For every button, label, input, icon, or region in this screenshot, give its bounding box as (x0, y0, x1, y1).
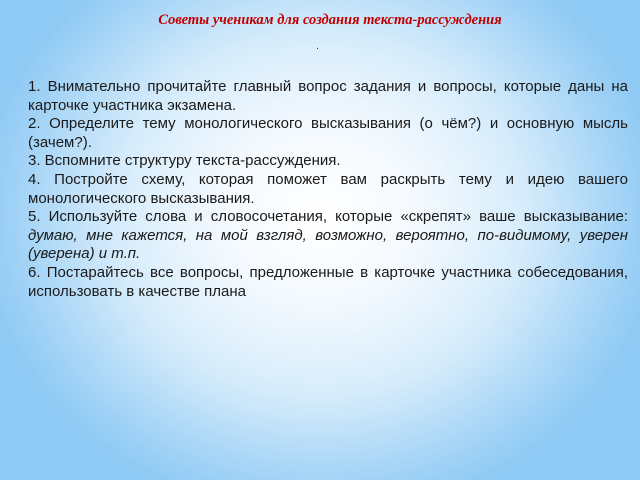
slide-title: Советы ученикам для создания текста-рассуждения (158, 12, 502, 28)
tip-5-text: 5. Используйте слова и словосочетания, которые «скрепят» ваше высказывание: (28, 208, 628, 226)
tip-6: 6. Постарайтесь все вопросы, предложенные в карточке участника собеседования, использовать в качестве плана (28, 263, 628, 300)
tip-2: 2. Определите тему монологического высказывания (о чём?) и основную мысль (зачем?). (28, 115, 628, 151)
tip-1: 1. Внимательно прочитайте главный вопрос задания и вопросы, которые даны на карточке участника экзамена. (28, 78, 628, 114)
tip-5 (28, 208, 628, 264)
tips-list (28, 78, 628, 301)
tip-3: 3. Вспомните структуру текста-рассуждения. (28, 152, 341, 170)
tip-4: 4. Постройте схему, которая поможет вам раскрыть тему и идею вашего монологического высказывания. (28, 170, 628, 207)
separator-dot: . (316, 40, 320, 52)
tip-5-examples: думаю, мне кажется, на мой взгляд, возможно, вероятно, по-видимому, уверен (уверена) и т.п. (28, 226, 628, 263)
